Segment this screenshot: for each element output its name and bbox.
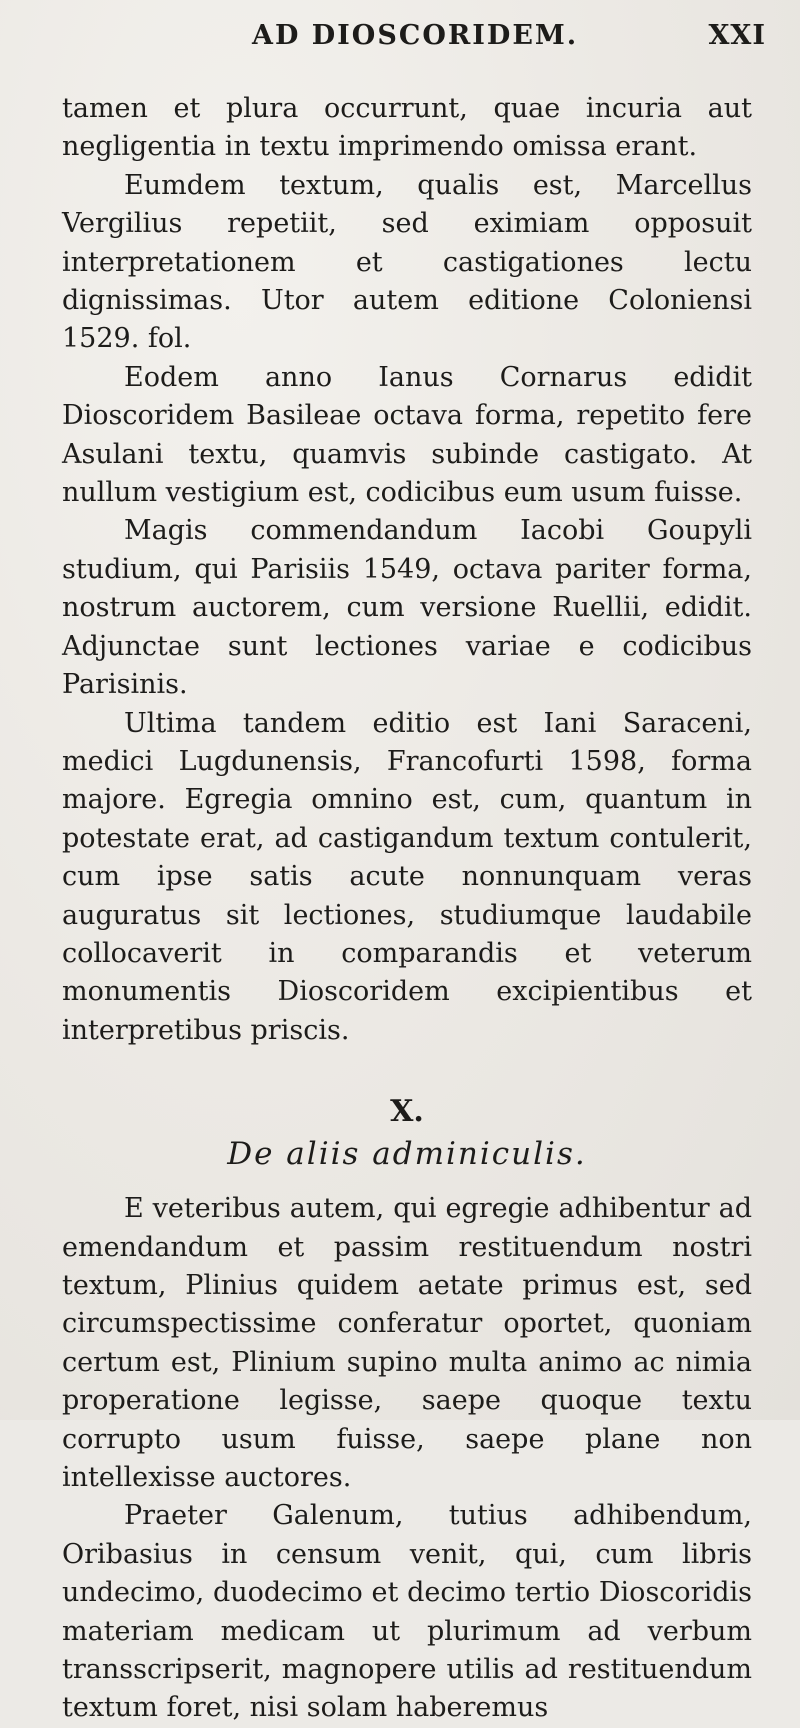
section-number: X. [390, 1094, 424, 1130]
paragraph-saracenus: Ultima tandem editio est Iani Saraceni, medici Lugdunensis, Francofurti 1598, forma majore. Egregia omnino est, cum, quantum in potestate erat, ad castigandum textum contulerit, cum ipse satis acute nonnunquam veras auguratus sit lectiones, studiumque laudabile collocaverit in comparandis et veterum monumentis Dioscoridem excipientibus et interpretibus priscis. [62, 707, 752, 1046]
body-text [62, 90, 752, 1728]
page-number: XXI [708, 20, 766, 51]
paragraph-plinius: E veteribus autem, qui egregie adhibentur ad emendandum et passim restituendum nostri textum, Plinius quidem aetate primus est, sed circumspectissime conferatur oportet, quoniam certum est, Plinium supino multa animo ac nimia properatione legisse, saepe quoque textu corrupto usum fuisse, saepe plane non intellexisse auctores. [62, 1193, 752, 1493]
section-title: De aliis adminiculis. [227, 1136, 587, 1173]
paragraph-continued: tamen et plura occurrunt, quae incuria aut negligentia in textu imprimendo omissa erant. [62, 93, 752, 163]
paragraph-vergilius: Eumdem textum, qualis est, Marcellus Vergilius repetiit, sed eximiam opposuit interpretationem et castigationes lectu dignissimas. Utor autem editione Coloniensi 1529. fol. [62, 169, 752, 355]
running-head-title: AD DIOSCORIDEM. [252, 20, 579, 51]
running-head [0, 16, 800, 56]
paragraph-cornarus: Eodem anno Ianus Cornarus edidit Dioscoridem Basileae octava forma, repetito fere Asulani textu, quamvis subinde castigato. At nullum vestigium est, codicibus eum usum fuisse. [62, 361, 752, 509]
paragraph-goupyl: Magis commendandum Iacobi Goupyli studium, qui Parisiis 1549, octava pariter forma, nostrum auctorem, cum versione Ruellii, edidit. Adjunctae sunt lectiones variae e codicibus Parisinis. [62, 515, 752, 701]
paragraph-oribasius: Praeter Galenum, tutius adhibendum, Oribasius in censum venit, qui, cum libris undecimo, duodecimo et decimo tertio Dioscoridis materiam medicam ut plurimum ad verbum transscripserit, magnopere utilis ad restituendum textum foret, nisi solam haberemus [62, 1500, 752, 1724]
